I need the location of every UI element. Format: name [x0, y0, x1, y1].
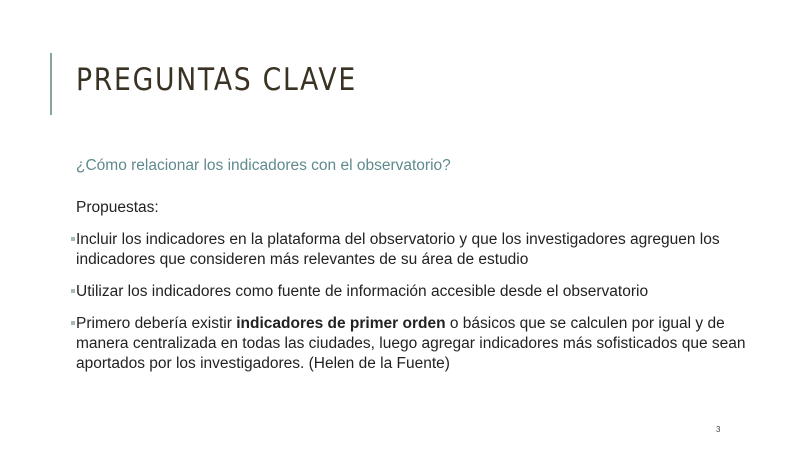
bullet-text — [76, 283, 648, 300]
bullet-text-part: o básicos que se calculen por igual y de manera centralizada en todas las ciudades, luego agregar indicadores más sofisticados que sean aportados por los investigadores. (Helen de la Fuente) — [76, 315, 746, 372]
section-label: Propuestas: — [76, 199, 159, 216]
bullet-text-part: Primero debería existir — [76, 315, 237, 332]
bullet-text — [76, 231, 720, 268]
bullet-bold-text: indicadores de primer orden — [236, 315, 446, 332]
bullet-list — [76, 230, 766, 386]
bullet-text-part: Utilizar los indicadores como fuente de información accesible desde el observatorio — [76, 283, 649, 300]
bullet-text-part: Incluir los indicadores en la plataforma del observatorio y que los investigadores agreguen los indicadores que consideren más relevantes de su área de estudio — [76, 231, 720, 268]
square-bullet-icon — [71, 237, 75, 241]
bullet-item — [76, 282, 766, 302]
slide-subtitle: ¿Cómo relacionar los indicadores con el observatorio? — [76, 157, 451, 174]
bullet-item — [76, 230, 766, 270]
square-bullet-icon — [71, 321, 75, 325]
title-accent-bar — [50, 53, 52, 115]
bullet-text — [76, 315, 746, 372]
square-bullet-icon — [71, 289, 75, 293]
slide-title: PREGUNTAS CLAVE — [76, 62, 357, 98]
page-number: 3 — [716, 425, 721, 434]
bullet-item — [76, 314, 766, 374]
